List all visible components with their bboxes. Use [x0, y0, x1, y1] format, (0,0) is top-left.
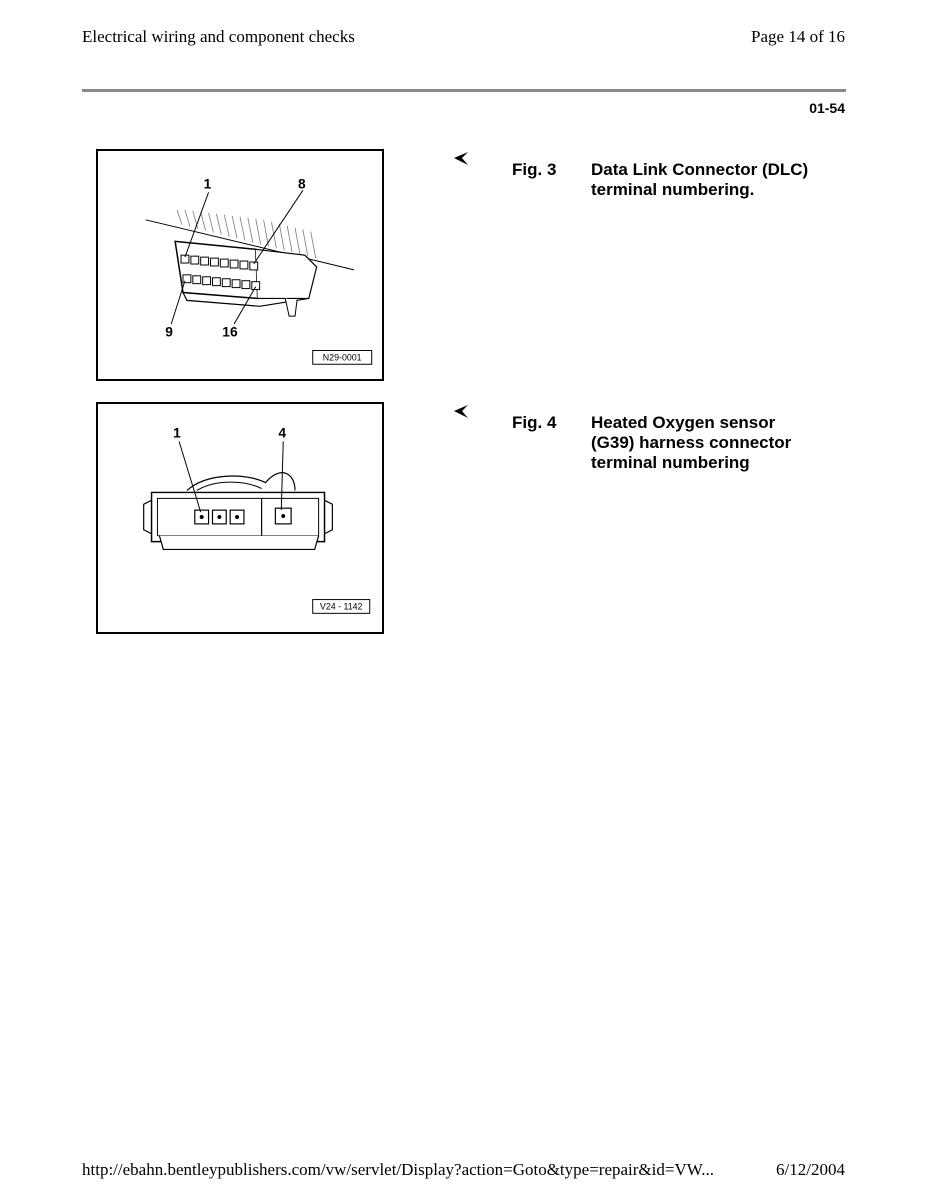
page-number: Page 14 of 16 [751, 27, 845, 46]
document-code: 01-54 [809, 100, 845, 116]
fig4-image-code: V24 - 1142 [319, 601, 363, 612]
fig4-caption [591, 413, 841, 473]
pin-label-1: 1 [203, 176, 212, 192]
fig4-illustration [96, 402, 384, 634]
caption-line: Data Link Connector (DLC) [591, 160, 809, 179]
pin-label-8: 8 [297, 176, 306, 192]
header-title: Electrical wiring and component checks [82, 27, 355, 46]
fig3-image-code: N29-0001 [322, 352, 362, 363]
caption-line: terminal numbering. [591, 180, 755, 199]
fig4-label: Fig. 4 [512, 413, 557, 432]
caption-line: Heated Oxygen sensor [591, 413, 776, 432]
footer-url: http://ebahn.bentleypublishers.com/vw/servlet/Display?action=Goto&type=repair&id=VW... [82, 1160, 714, 1179]
caption-line: (G39) harness connector [591, 433, 792, 452]
oxygen-sensor-connector-drawing [98, 404, 382, 632]
header-divider [82, 89, 846, 92]
pin-label-9: 9 [165, 324, 173, 340]
fig3-caption [591, 160, 841, 200]
fig3-label: Fig. 3 [512, 160, 557, 179]
footer-date: 6/12/2004 [776, 1160, 845, 1179]
pointer-arrow-icon [452, 150, 472, 168]
pin-label-4: 4 [278, 425, 286, 441]
dlc-connector-drawing [98, 151, 382, 379]
caption-line: terminal numbering [591, 453, 750, 472]
pin-label-16: 16 [222, 324, 238, 340]
pointer-arrow-icon [452, 403, 472, 421]
pin-label-1: 1 [173, 425, 181, 441]
fig3-illustration [96, 149, 384, 381]
